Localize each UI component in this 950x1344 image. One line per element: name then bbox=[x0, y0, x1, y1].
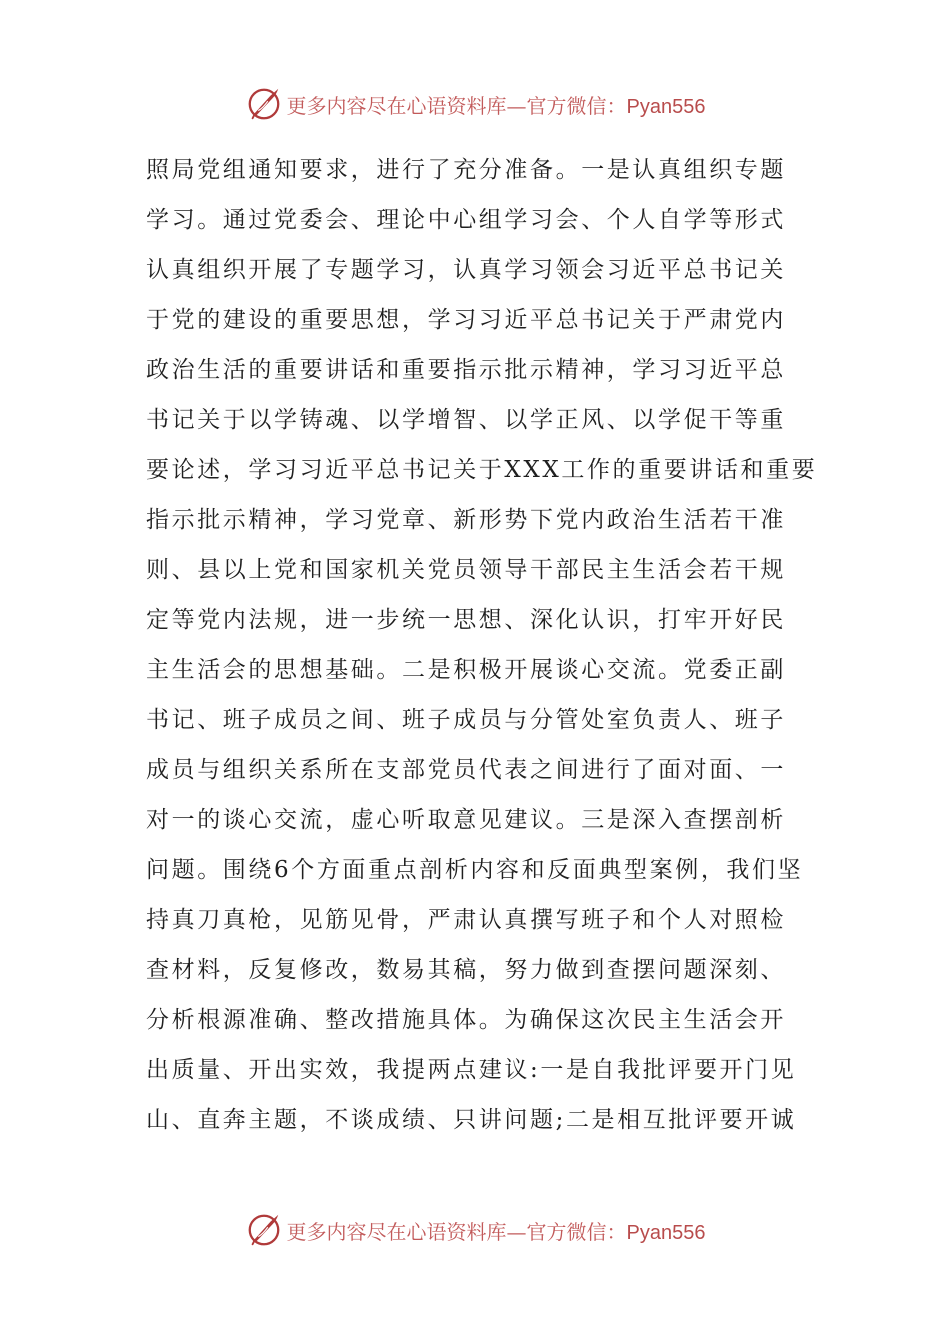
body-line: 成员与组织关系所在支部党员代表之间进行了面对面、一 bbox=[146, 757, 786, 783]
body-line: 照局党组通知要求，进行了充分准备。一是认真组织专题 bbox=[146, 157, 786, 183]
body-line: 学习。通过党委会、理论中心组学习会、个人自学等形式 bbox=[146, 207, 786, 233]
body-line: 于党的建设的重要思想，学习习近平总书记关于严肃党内 bbox=[146, 307, 786, 333]
body-line: 山、直奔主题，不谈成绩、只讲问题;二是相互批评要开诚 bbox=[146, 1107, 797, 1133]
body-line: 分析根源准确、整改措施具体。为确保这次民主生活会开 bbox=[146, 1007, 786, 1033]
body-line: 问题。围绕6个方面重点剖析内容和反面典型案例，我们坚 bbox=[146, 857, 804, 883]
quill-pen-logo-icon bbox=[245, 85, 283, 123]
document-body bbox=[146, 145, 826, 1145]
banner-wechat-id: Pyan556 bbox=[626, 95, 706, 118]
body-line: 则、县以上党和国家机关党员领导干部民主生活会若干规 bbox=[146, 557, 786, 583]
quill-pen-logo-icon bbox=[245, 1211, 283, 1249]
footer-banner bbox=[0, 1210, 950, 1250]
header-banner bbox=[0, 84, 950, 124]
body-line: 主生活会的思想基础。二是积极开展谈心交流。党委正副 bbox=[146, 657, 786, 683]
body-line: 要论述，学习习近平总书记关于XXX工作的重要讲话和重要 bbox=[146, 457, 818, 483]
banner-text: 更多内容尽在心语资料库—官方微信：Pyan556 bbox=[286, 1219, 706, 1244]
body-line: 定等党内法规，进一步统一思想、深化认识，打牢开好民 bbox=[146, 607, 786, 633]
banner-text: 更多内容尽在心语资料库—官方微信：Pyan556 bbox=[286, 93, 706, 118]
body-line: 指示批示精神，学习党章、新形势下党内政治生活若干准 bbox=[146, 507, 786, 533]
body-line: 对一的谈心交流，虚心听取意见建议。三是深入查摆剖析 bbox=[146, 807, 786, 833]
body-line: 认真组织开展了专题学习，认真学习领会习近平总书记关 bbox=[146, 257, 786, 283]
body-line: 查材料，反复修改，数易其稿，努力做到查摆问题深刻、 bbox=[146, 957, 786, 983]
body-line: 出质量、开出实效，我提两点建议:一是自我批评要开门见 bbox=[146, 1057, 797, 1083]
body-line: 书记关于以学铸魂、以学增智、以学正风、以学促干等重 bbox=[146, 407, 786, 433]
body-line: 书记、班子成员之间、班子成员与分管处室负责人、班子 bbox=[146, 707, 786, 733]
body-line: 持真刀真枪，见筋见骨，严肃认真撰写班子和个人对照检 bbox=[146, 907, 786, 933]
body-line: 政治生活的重要讲话和重要指示批示精神，学习习近平总 bbox=[146, 357, 786, 383]
banner-wechat-id: Pyan556 bbox=[626, 1221, 706, 1244]
